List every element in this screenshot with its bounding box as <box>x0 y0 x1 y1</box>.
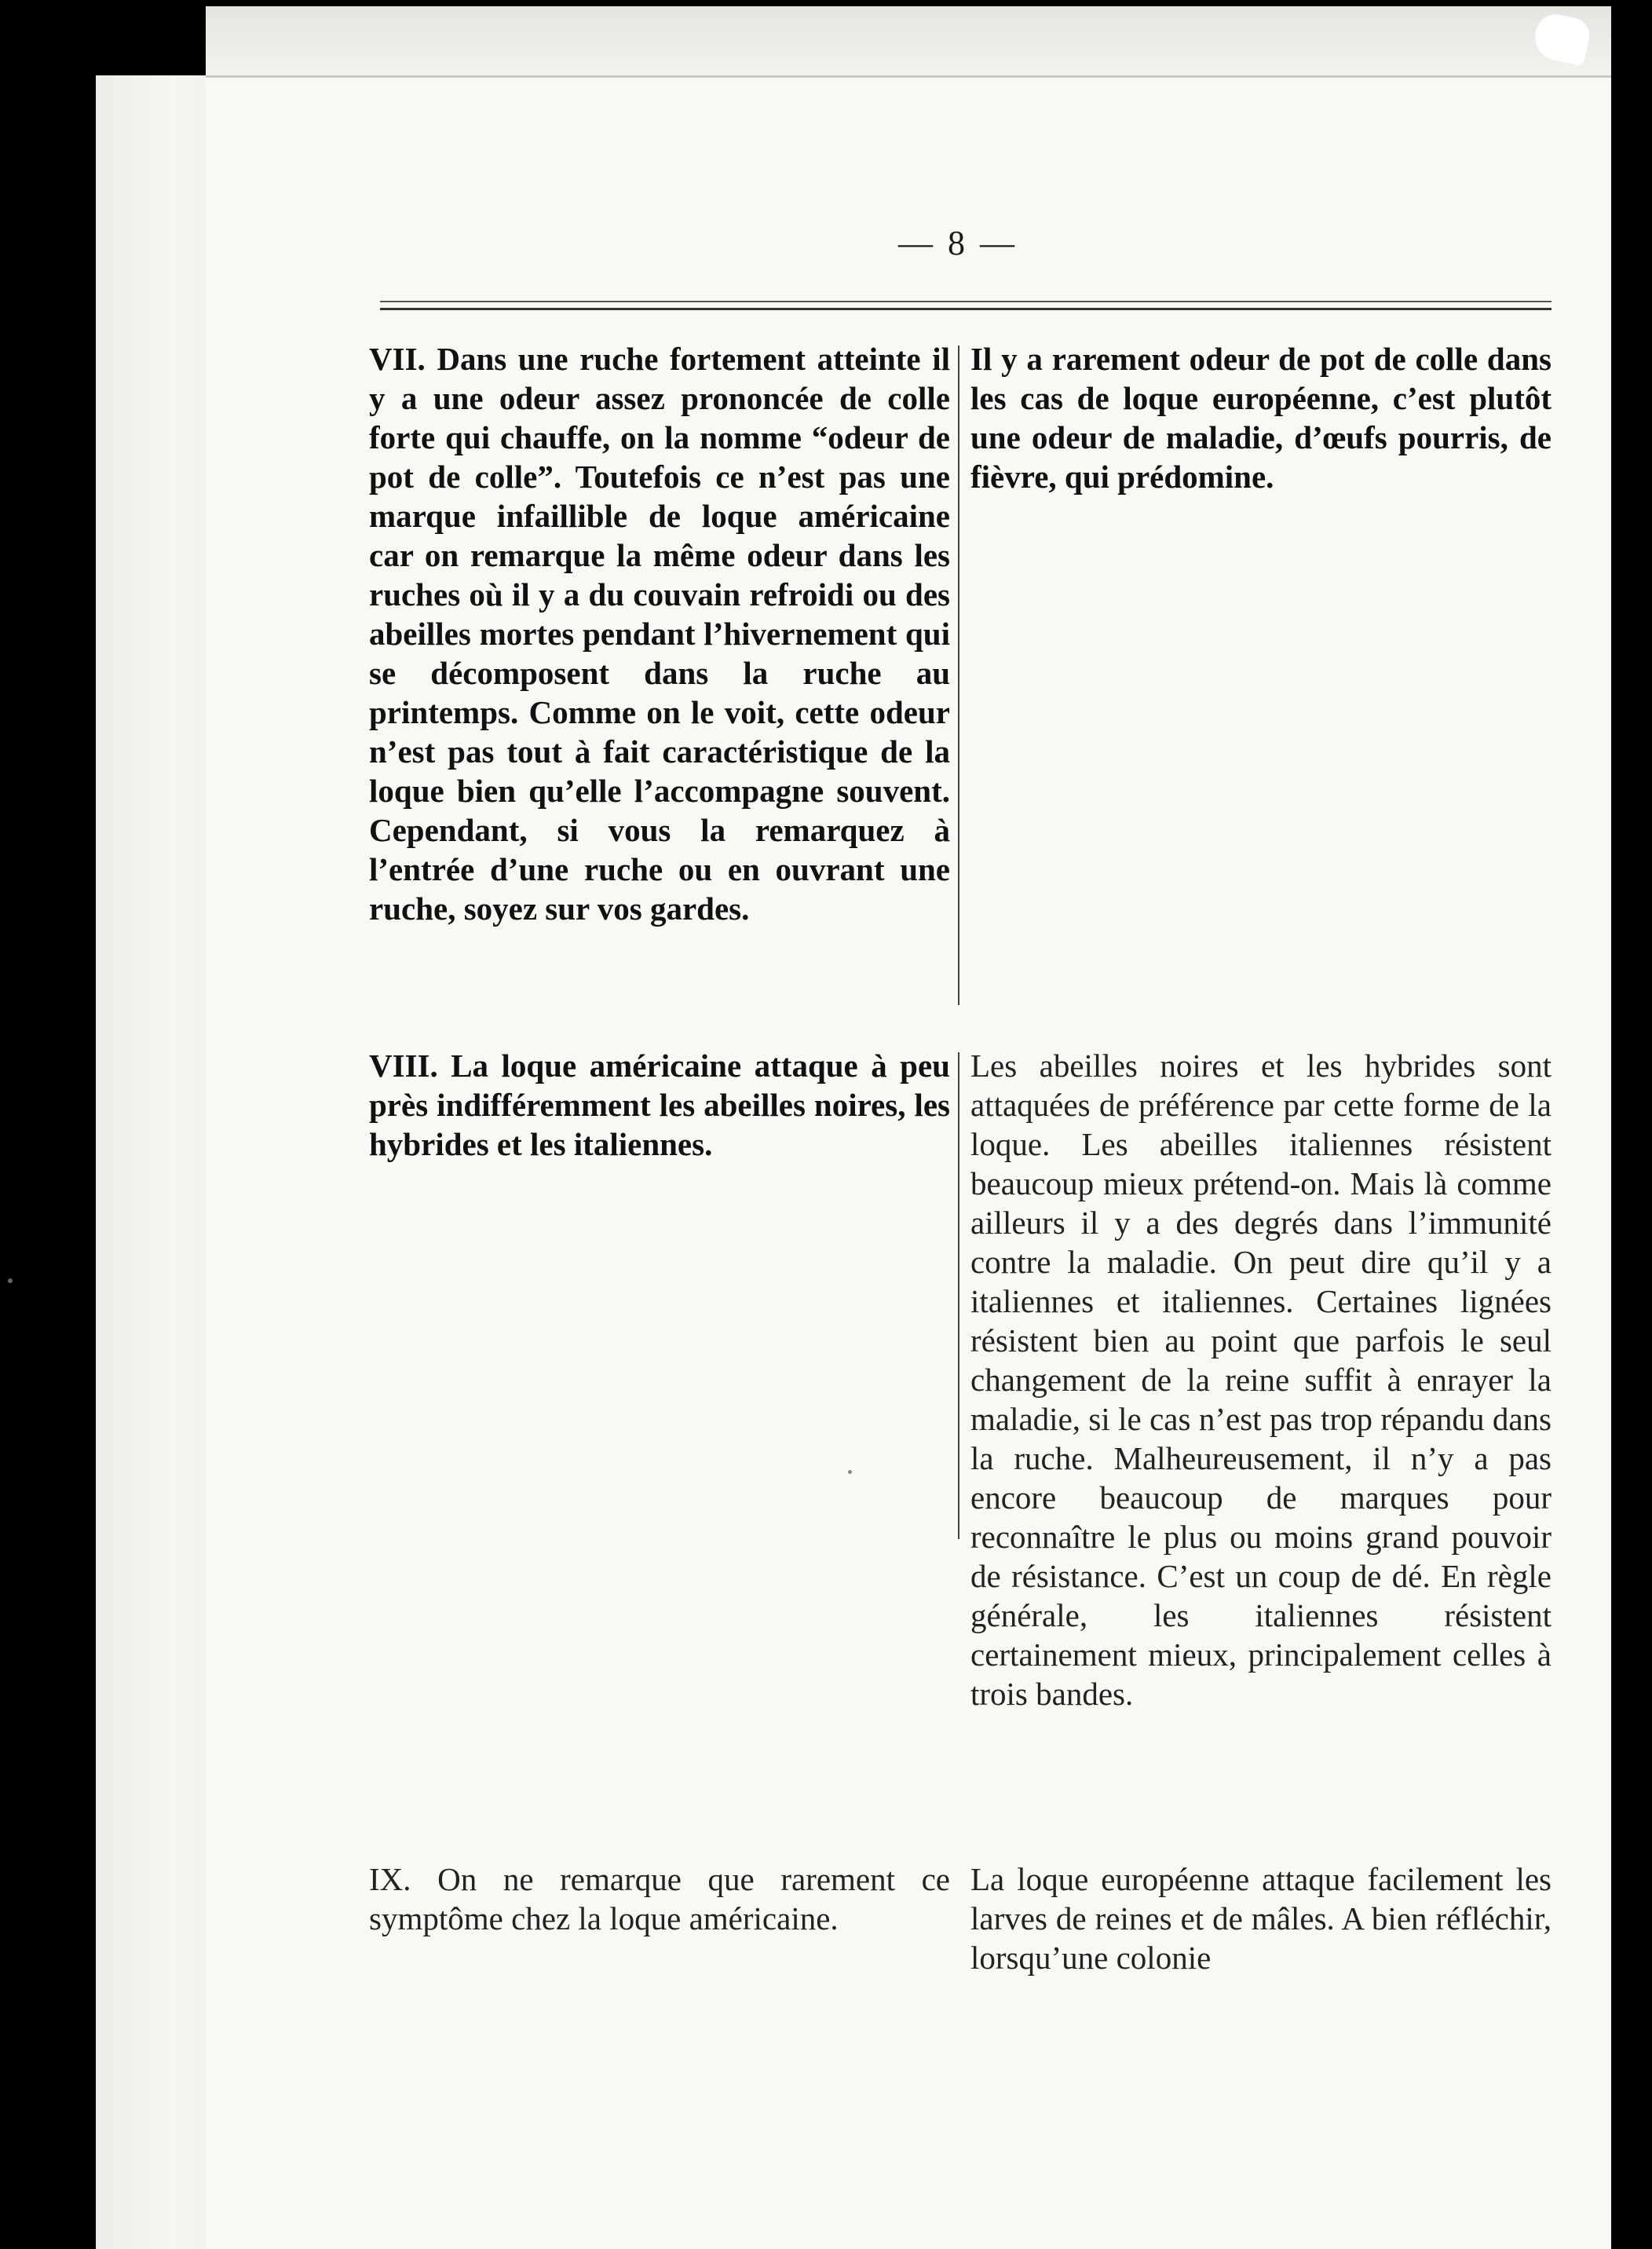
page-gutter <box>96 75 206 2249</box>
paper-speck <box>848 1470 852 1474</box>
section-ix-right: La loque européenne attaque facilement les larves de reines et de mâles. A bien réfléchir, lorsqu’une colonie <box>970 1861 1551 1976</box>
section-ix-left: IX. On ne remarque que rarement ce symptôme chez la loque américaine. <box>369 1861 950 1936</box>
column-divider-1 <box>958 346 959 1005</box>
page-number: — 8 — <box>898 224 1018 262</box>
section-vii-left: VII. Dans une ruche fortement atteinte il y a une odeur assez prononcée de colle forte qui chauffe, on la nomme “odeur de pot de colle”. Toutefois ce n’est pas une marque infaillible de loque américaine car on remarque la même odeur dans les ruches où il y a du couvain refroidi ou des abeilles mortes pendant l’hivernement qui se décomposent dans la ruche au printemps. Comme on le voit, cette odeur n’est pas tout à fait caractéristique de la loque bien qu’elle l’accompagne souvent. Cependant, si vous la remarquez à l’entrée d’une ruche ou en ouvrant une ruche, soyez sur vos gardes. <box>369 341 950 927</box>
section-vii-right: Il y a rarement odeur de pot de colle dans les cas de loque européenne, c’est plutôt une odeur de maladie, d’œufs pourris, de fièvre, qui prédomine. <box>970 341 1551 495</box>
section-viii-right: Les abeilles noires et les hybrides sont attaquées de préférence par cette forme de la loque. Les abeilles italiennes résistent beaucoup mieux prétend-on. Mais là comme ailleurs il y a des degrés dans l’immunité contre la maladie. On peut dire qu’il y a italiennes et italiennes. Certaines lignées résistent bien au point que parfois le seul changement de la reine suffit à enrayer la maladie, si le cas n’est pas trop répandu dans la ruche. Malheureusement, il n’y a pas encore beaucoup de marques pour reconnaître le plus ou moins grand pouvoir de résistance. C’est un coup de dé. En règle générale, les italiennes résistent certainement mieux, principalement celles à trois bandes. <box>970 1048 1551 1712</box>
header-rule-thick <box>380 308 1551 310</box>
back-sheet-shadow <box>206 6 1611 75</box>
header-rule-thin <box>380 301 1551 302</box>
scan-speck <box>8 1278 13 1283</box>
page-top-edge <box>206 75 1611 78</box>
section-viii-left: VIII. La loque américaine attaque à peu près indifféremment les abeilles noires, les hybrides et les italiennes. <box>369 1048 950 1162</box>
column-divider-2 <box>958 1052 959 1539</box>
